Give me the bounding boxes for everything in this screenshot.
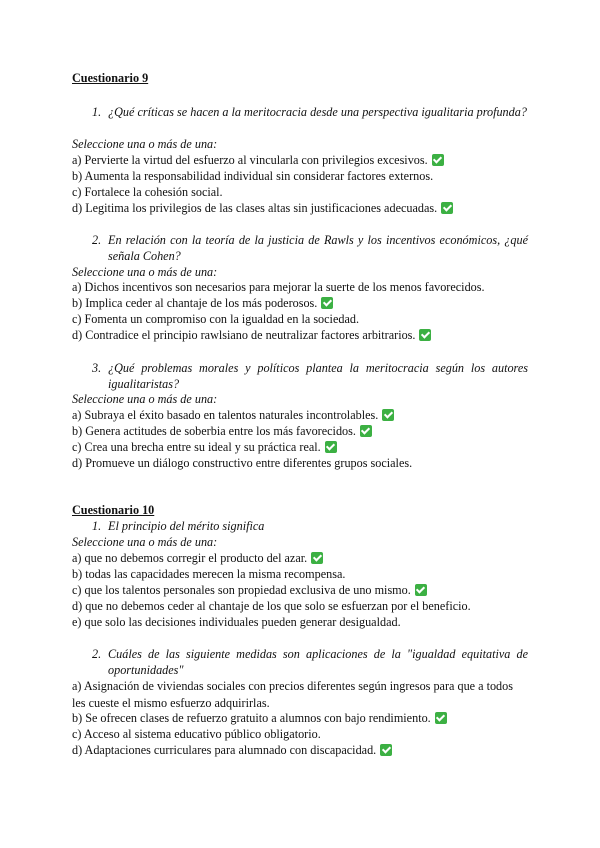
correct-check-icon	[441, 202, 453, 214]
instruction: Seleccione una o más de una:	[72, 265, 218, 279]
option-text: a) Subraya el éxito basado en talentos naturales incontrolables.	[72, 408, 379, 422]
option-text: d) Contradice el principio rawlsiano de neutralizar factores arbitrarios.	[72, 328, 416, 342]
correct-check-icon	[382, 409, 394, 421]
answer-option	[72, 678, 528, 711]
answer-option	[72, 566, 528, 583]
option-text: d) que no debemos ceder al chantaje de los que solo se esfuerzan por el beneficio.	[72, 599, 471, 613]
option-text: b) todas las capacidades merecen la misma recompensa.	[72, 567, 346, 581]
option-text: c) Fortalece la cohesión social.	[72, 185, 223, 199]
question-text: ¿Qué problemas morales y políticos plantea la meritocracia según los autores igualitaristas?	[108, 361, 528, 391]
option-text: c) Fomenta un compromiso con la igualdad en la sociedad.	[72, 312, 360, 326]
option-text: b) Genera actitudes de soberbia entre los más favorecidos.	[72, 424, 356, 438]
answer-option	[72, 550, 528, 567]
answer-option	[72, 295, 528, 312]
question-number: 1.	[92, 105, 102, 119]
answer-option	[72, 710, 528, 727]
question	[92, 232, 528, 264]
instruction: Seleccione una o más de una:	[72, 137, 218, 151]
answer-option	[72, 184, 528, 201]
option-text: d) Adaptaciones curriculares para alumnado con discapacidad.	[72, 743, 377, 757]
correct-check-icon	[415, 584, 427, 596]
correct-check-icon	[419, 329, 431, 341]
instruction: Seleccione una o más de una:	[72, 392, 218, 406]
correct-check-icon	[432, 154, 444, 166]
answer-option	[72, 614, 528, 631]
answer-option	[72, 168, 528, 185]
question-text: ¿Qué críticas se hacen a la meritocracia desde una perspectiva igualitaria profunda?	[108, 105, 527, 119]
correct-check-icon	[360, 425, 372, 437]
answer-option	[72, 152, 528, 169]
correct-check-icon	[325, 441, 337, 453]
answer-option	[72, 582, 528, 599]
answer-option	[72, 200, 528, 217]
answer-option	[72, 726, 528, 743]
answer-option	[72, 439, 528, 456]
question	[92, 104, 528, 120]
option-text: b) Aumenta la responsabilidad individual sin considerar factores externos.	[72, 169, 434, 183]
answer-option	[72, 311, 528, 328]
section-title: Cuestionario 9	[72, 71, 149, 85]
option-text: a) que no debemos corregir el producto del azar.	[72, 551, 308, 565]
option-text: b) Implica ceder al chantaje de los más poderosos.	[72, 296, 318, 310]
option-text: a) Pervierte la virtud del esfuerzo al vincularla con privilegios excesivos.	[72, 153, 428, 167]
question-number: 2.	[92, 233, 102, 247]
answer-option	[72, 598, 528, 615]
question-text: Cuáles de las siguiente medidas son aplicaciones de la "igualdad equitativa de oportunidades"	[108, 647, 528, 677]
question	[92, 360, 528, 392]
correct-check-icon	[311, 552, 323, 564]
question	[92, 646, 528, 678]
question-number: 1.	[92, 519, 102, 533]
question-number: 2.	[92, 647, 102, 661]
answer-option	[72, 423, 528, 440]
answer-option	[72, 327, 528, 344]
option-text: c) Crea una brecha entre su ideal y su práctica real.	[72, 440, 321, 454]
question-text: El principio del mérito significa	[108, 519, 265, 533]
answer-option	[72, 407, 528, 424]
section-title: Cuestionario 10	[72, 503, 155, 517]
option-text: c) que los talentos personales son propiedad exclusiva de uno mismo.	[72, 583, 411, 597]
option-text: d) Promueve un diálogo constructivo entre diferentes grupos sociales.	[72, 456, 413, 470]
option-text: a) Dichos incentivos son necesarios para mejorar la suerte de los menos favorecidos.	[72, 280, 485, 294]
correct-check-icon	[435, 712, 447, 724]
answer-option	[72, 279, 528, 296]
option-text: e) que solo las decisiones individuales pueden generar desigualdad.	[72, 615, 401, 629]
option-text: d) Legitima los privilegios de las clases altas sin justificaciones adecuadas.	[72, 201, 438, 215]
answer-option	[72, 742, 528, 759]
question-number: 3.	[92, 361, 102, 375]
option-text: b) Se ofrecen clases de refuerzo gratuito a alumnos con bajo rendimiento.	[72, 711, 431, 725]
instruction: Seleccione una o más de una:	[72, 535, 218, 549]
correct-check-icon	[321, 297, 333, 309]
answer-option	[72, 455, 528, 472]
option-text: a) Asignación de viviendas sociales con precios diferentes según ingresos para que a todos les cueste el mismo esfuerzo adquirirlas.	[72, 679, 513, 710]
question	[92, 518, 528, 534]
question-text: En relación con la teoría de la justicia de Rawls y los incentivos económicos, ¿qué señala Cohen?	[108, 233, 528, 263]
correct-check-icon	[380, 744, 392, 756]
option-text: c) Acceso al sistema educativo público obligatorio.	[72, 727, 321, 741]
